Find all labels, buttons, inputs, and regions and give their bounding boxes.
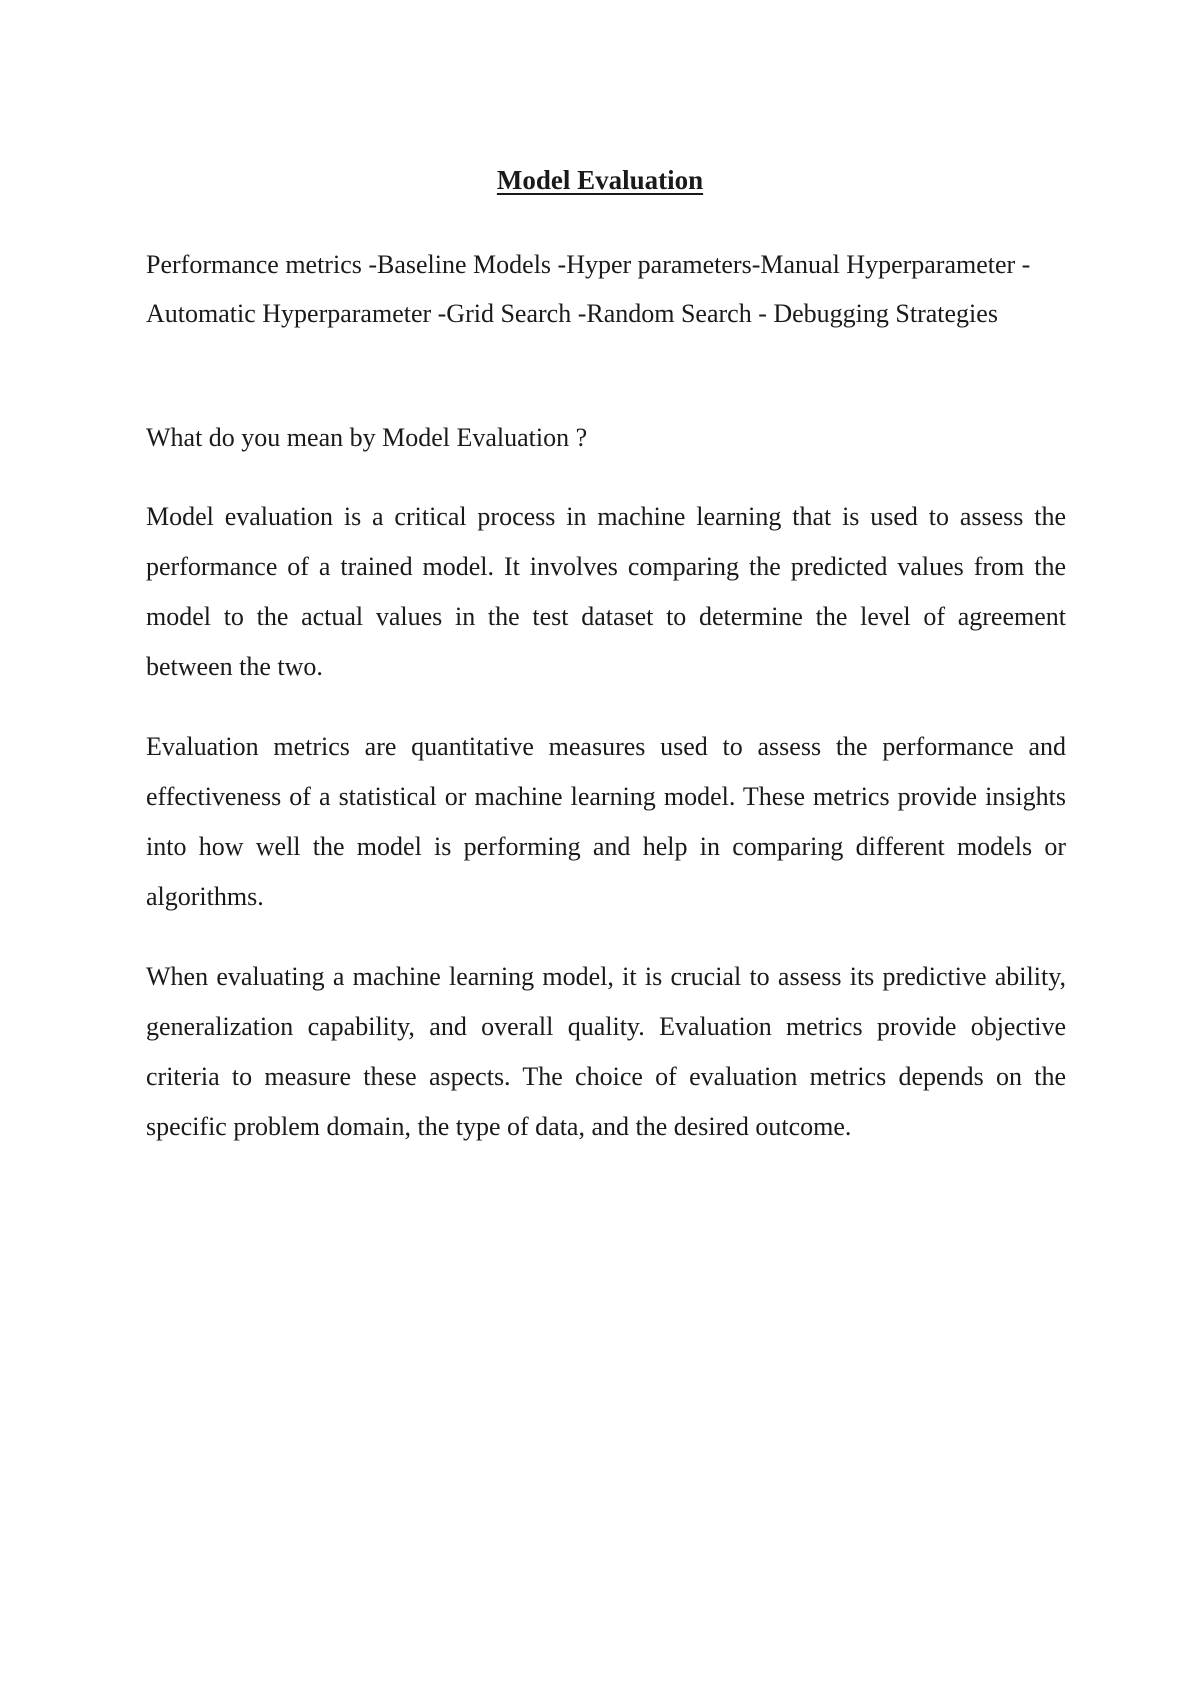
paragraph: When evaluating a machine learning model, it is crucial to assess its predictive ability, generalization capability, and overall quality. Evaluation metrics provide objective criteria to measure these aspects. The choice of evaluation metrics depends on the specific problem domain, the type of data, and the desired outcome. [146, 962, 1066, 1141]
page-title: Model Evaluation [496, 165, 704, 195]
paragraph: Evaluation metrics are quantitative measures used to assess the performance and effectiveness of a statistical or machine learning model. These metrics provide insights into how well the model is performing and help in comparing different models or algorithms. [146, 732, 1066, 911]
topics-list: Performance metrics -Baseline Models -Hyper parameters-Manual Hyperparameter -Automatic Hyperparameter -Grid Search -Random Search - Debugging Strategies [146, 250, 1031, 328]
paragraph: Model evaluation is a critical process in machine learning that is used to assess the performance of a trained model. It involves comparing the predicted values from the model to the actual values in the test dataset to determine the level of agreement between the two. [146, 502, 1066, 681]
section-question: What do you mean by Model Evaluation ? [146, 423, 588, 452]
